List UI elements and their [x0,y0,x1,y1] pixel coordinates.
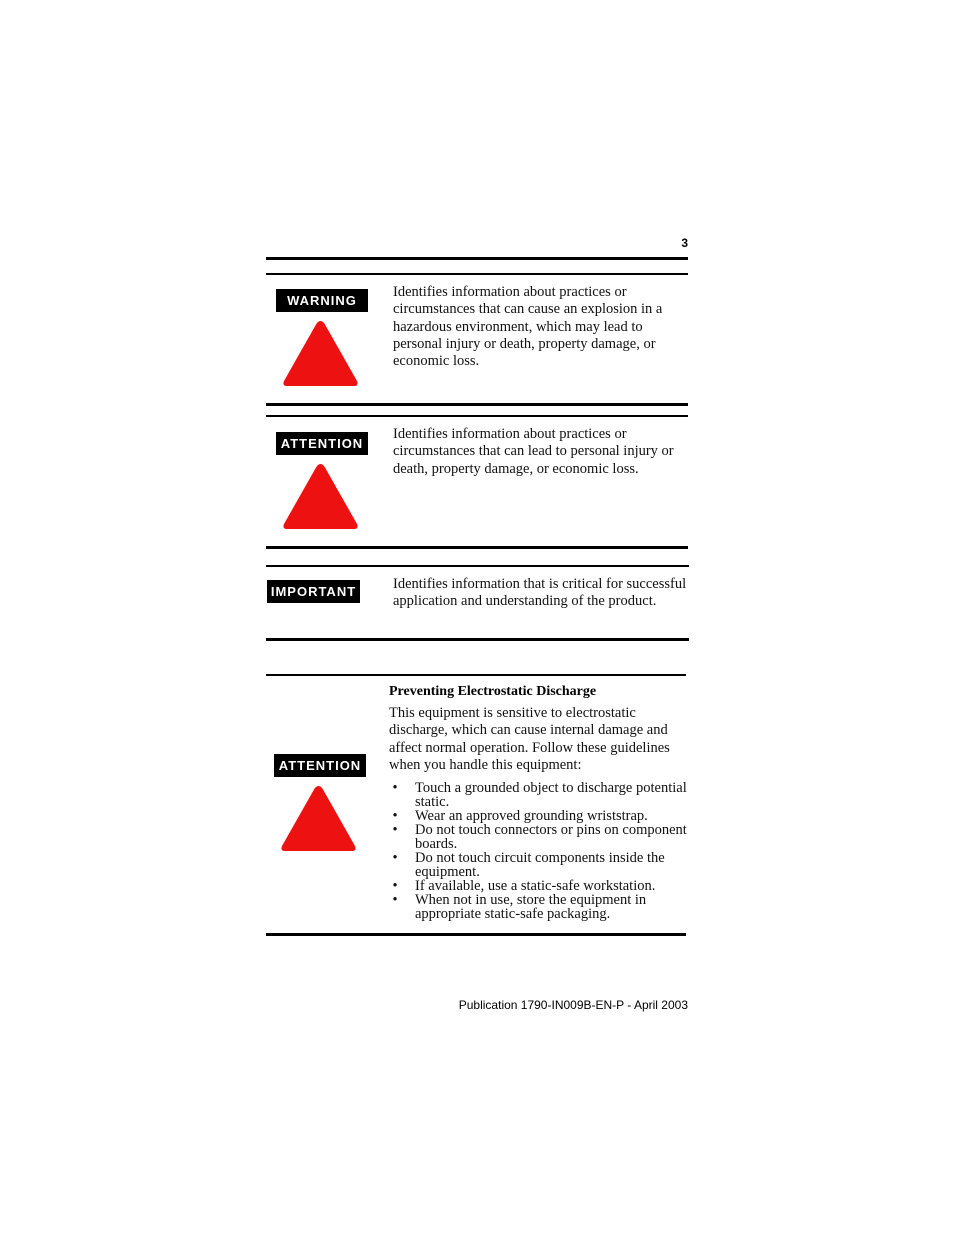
list-item [390,879,688,893]
esd-heading: Preventing Electrostatic Discharge [389,684,597,699]
warning-text: Identifies information about practices or circumstances that can cause an explosion in a hazardous environment, which may lead to personal injury or death, property damage, or economic loss. [393,284,663,370]
esd-triangle-icon [279,783,358,854]
warning-label: WARNING [276,289,368,312]
list-item-text: Do not touch circuit components inside the equipment. [415,850,665,880]
list-item [390,893,688,921]
list-item-text: Wear an approved grounding wriststrap. [415,808,648,824]
rule-top-3 [266,565,689,567]
rule-bottom-2 [266,546,688,549]
rule-top-2 [266,415,688,417]
list-item-text: Do not touch connectors or pins on component boards. [415,822,687,852]
rule-top-1b [266,273,688,275]
rule-bottom-3 [266,638,689,641]
list-item-text: If available, use a static-safe workstation. [415,878,656,894]
list-item [390,781,688,809]
bullet-icon: • [392,850,398,866]
attention-triangle-icon [281,461,360,532]
bullet-icon: • [392,780,398,796]
list-item [390,809,688,823]
publication-footer: Publication 1790-IN009B-EN-P - April 2003 [458,998,688,1012]
warning-triangle-icon [281,318,360,389]
attention-text: Identifies information about practices or circumstances that can lead to personal injury or death, property damage, or economic loss. [393,426,674,477]
important-label: IMPORTANT [267,580,360,603]
list-item [390,851,688,879]
list-item [390,823,688,851]
esd-guidelines-list [390,781,688,921]
page-number: 3 [681,236,688,250]
bullet-icon: • [392,892,398,908]
bullet-icon: • [392,822,398,838]
attention-label: ATTENTION [276,432,368,455]
bullet-icon: • [392,878,398,894]
rule-bottom-1 [266,403,688,406]
important-text: Identifies information that is critical for successful application and understanding of the product. [393,576,687,610]
rule-top-1 [266,257,688,260]
list-item-text: When not in use, store the equipment in appropriate static-safe packaging. [415,892,647,922]
list-item-text: Touch a grounded object to discharge potential static. [415,780,687,810]
esd-attention-label: ATTENTION [274,754,366,777]
esd-intro: This equipment is sensitive to electrostatic discharge, which can cause internal damage and affect normal operation. Follow these guidelines when you handle this equipment: [389,705,670,773]
rule-top-4 [266,674,686,676]
bullet-icon: • [392,808,398,824]
rule-bottom-4 [266,933,686,936]
